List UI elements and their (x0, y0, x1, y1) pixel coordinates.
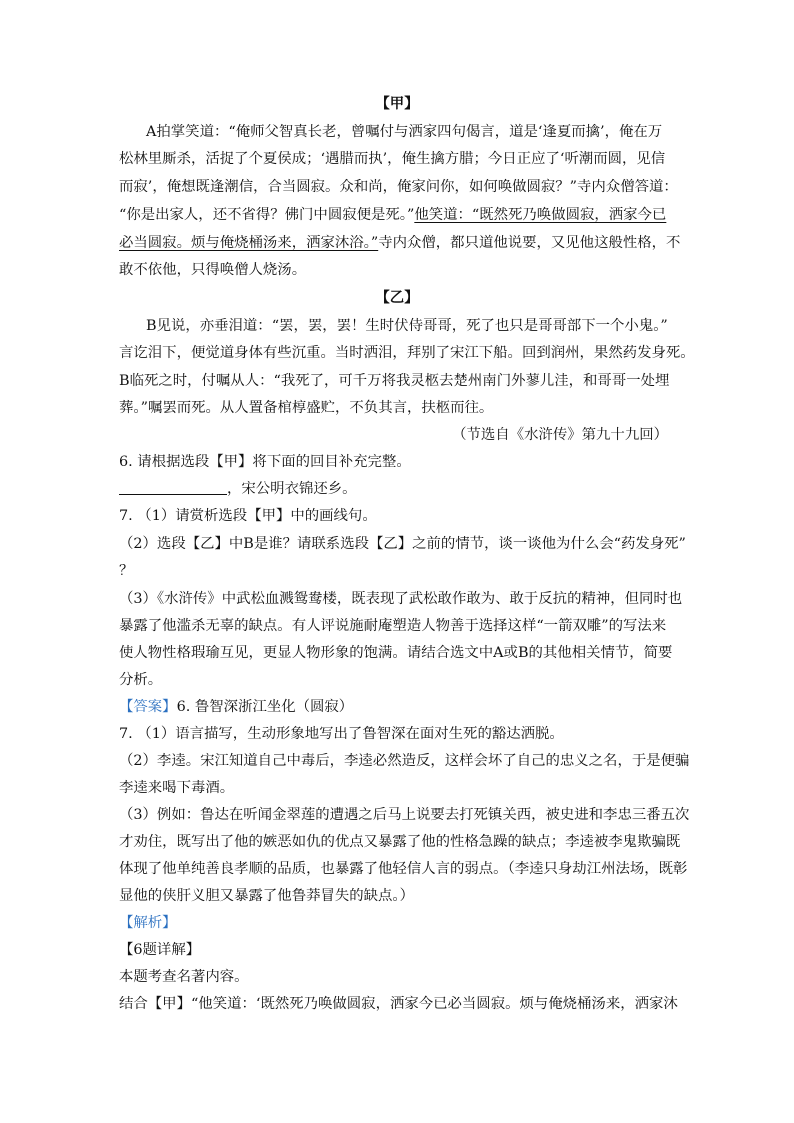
fill-text: ，宋公明衣锦还乡。 (227, 481, 357, 497)
question-6: 6. 请根据选段【甲】将下面的回目补充完整。 (119, 454, 411, 470)
heading-jia: 【甲】 (375, 95, 419, 112)
question-7-3: 分析。 (119, 672, 163, 688)
passage-line: A拍掌笑道：“俺师父智真长老，曾嘱付与洒家四句偈言，道是‘逢夏而擒’，俺在万 (146, 124, 663, 140)
analysis-label: 【解析】 (119, 915, 177, 931)
answer-7-2: （2）李逵。宋江知道自己中毒后，李逵必然造反，这样会坏了自己的忠义之名，于是便骗 (119, 753, 690, 769)
passage-line: 而寂’，俺想既逢潮信，合当圆寂。众和尚，俺家问你，如何唤做圆寂？”寺内众僧答道： (119, 179, 678, 195)
question-7-3: 使人物性格瑕瑜互见，更显人物形象的饱满。请结合选文中A或B的其他相关情节，简要 (119, 645, 673, 661)
passage-line: B临死之时，付嘱从人：“我死了，可千万将我灵柩去楚州南门外蓼儿洼，和哥哥一处埋 (119, 373, 670, 389)
passage-line: 葬。”嘱罢而死。从人置备棺椁盛贮，不负其言，扶柩而往。 (119, 400, 494, 416)
question-7-1: 7. （1）请赏析选段【甲】中的画线句。 (119, 508, 377, 524)
answer-7-3: 显他的侠肝义胆又暴露了他鲁莽冒失的缺点。） (119, 888, 415, 904)
underlined-sentence: 他笑道：“既然死乃唤做圆寂，洒家今已 (414, 207, 667, 223)
question-7-2: （2）选段【乙】中B是谁？请联系选段【乙】之前的情节，谈一谈他为什么会“药发身死” (119, 536, 686, 552)
answer-7-3: （3）例如：鲁达在听闻金翠莲的遭遇之后马上说要去打死镇关西，被史进和李忠三番五次 (119, 807, 690, 823)
passage-line: B见说，亦垂泪道：“罢，罢，罢！生时伏侍哥哥，死了也只是哥哥部下一个小鬼。” (146, 318, 668, 334)
heading-yi: 【乙】 (375, 289, 419, 306)
answer-7-3: 体现了他单纯善良孝顺的品质，也暴露了他轻信人言的弱点。（李逵只身劫江州法场，既彰 (119, 861, 688, 877)
question-6-fill (119, 479, 357, 499)
passage-line: 敢不依他，只得唤僧人烧汤。 (119, 262, 307, 278)
passage-text: 寺内众僧，都只道他说要，又见他这般性格，不 (378, 235, 681, 251)
question-7-3: 暴露了他滥杀无辜的缺点。有人评说施耐庵塑造人物善于选择这样“一箭双雕”的写法来 (119, 618, 667, 634)
analysis-text: 本题考查名著内容。 (119, 969, 249, 985)
passage-text: “你是出家人，还不省得？佛门中圆寂便是死。” (119, 207, 415, 223)
passage-line (119, 205, 666, 225)
analysis-text: 结合【甲】“他笑道：‘既然死乃唤做圆寂，洒家今已必当圆寂。烦与俺烧桶汤来，洒家沐 (119, 996, 678, 1012)
answer-7-3: 才劝住，既写出了他的嫉恶如仇的优点又暴露了他的性格急躁的缺点；李逵被李鬼欺骗既 (119, 834, 681, 850)
answer-7-1: 7. （1）语言描写，生动形象地写出了鲁智深在面对生死的豁达洒脱。 (119, 726, 564, 742)
passage-line: 松林里厮杀，活捉了个夏侯成；‘遇腊而执’，俺生擒方腊；今日正应了‘听潮而圆，见信 (119, 151, 666, 167)
answer-6 (119, 697, 353, 717)
passage-line (119, 233, 680, 253)
question-7-2-cont: ？ (119, 563, 134, 579)
answer-label: 【答案】 (119, 699, 177, 715)
answer-blank (119, 480, 227, 495)
underlined-sentence: 必当圆寂。烦与俺烧桶汤来，洒家沐浴。” (119, 235, 379, 251)
answer-7-2: 李逵来喝下毒酒。 (119, 780, 235, 796)
question-7-3: （3）《水浒传》中武松血溅鸳鸯楼，既表现了武松敢作敢为、敢于反抗的精神，但同时也 (119, 591, 683, 607)
source-citation: （节选自《水浒传》第九十九回） (452, 427, 668, 443)
passage-line: 言讫泪下，便觉道身体有些沉重。当时洒泪，拜别了宋江下船。回到润州，果然药发身死。 (119, 345, 695, 361)
answer-text: 6. 鲁智深浙江坐化（圆寂） (176, 699, 354, 715)
detail-heading: 【6题详解】 (119, 942, 201, 958)
